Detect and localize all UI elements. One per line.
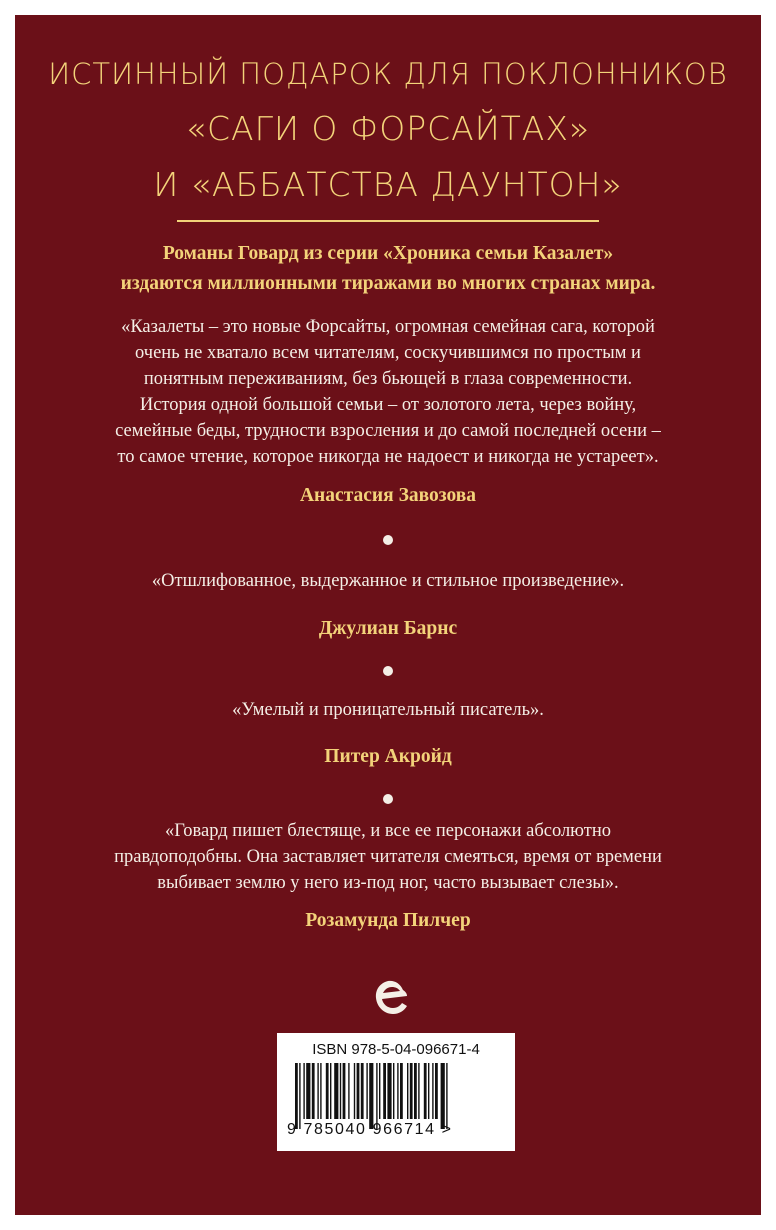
barcode-bar bbox=[334, 1063, 338, 1119]
quote-3-line-1: «Умелый и проницательный писатель». bbox=[232, 700, 544, 720]
headline-line-2: «САГИ О ФОРСАЙТАХ» bbox=[185, 109, 591, 148]
barcode-bar bbox=[295, 1063, 298, 1129]
barcode-bar bbox=[348, 1063, 349, 1119]
barcode-bar bbox=[407, 1063, 408, 1119]
barcode-panel bbox=[277, 1033, 515, 1151]
barcode-bar bbox=[428, 1063, 429, 1119]
barcode-bar bbox=[435, 1063, 438, 1119]
barcode-bar bbox=[369, 1063, 373, 1129]
quote-4-line-3: выбивает землю у него из-под ног, часто вызывает слезы». bbox=[157, 873, 619, 893]
headline-line-1: ИСТИННЫЙ ПОДАРОК ДЛЯ ПОКЛОННИКОВ bbox=[48, 57, 728, 91]
barcode-bar bbox=[410, 1063, 413, 1119]
intro-line-2: издаются миллионными тиражами во многих странах мира. bbox=[120, 273, 656, 294]
quote-1-author: Анастасия Завозова bbox=[299, 485, 477, 506]
barcode-bar bbox=[397, 1063, 398, 1119]
barcode-bar bbox=[432, 1063, 433, 1119]
barcode-bar bbox=[414, 1063, 417, 1119]
barcode-bar bbox=[379, 1063, 380, 1119]
barcode-bar bbox=[418, 1063, 419, 1119]
book-back-cover bbox=[15, 15, 761, 1215]
quote-1-line-3: понятным переживаниям, без бьющей в глаза современности. bbox=[143, 369, 633, 389]
barcode-bar bbox=[446, 1063, 447, 1129]
barcode-bar bbox=[330, 1063, 331, 1119]
barcode-bar bbox=[320, 1063, 321, 1119]
barcode-bar bbox=[366, 1063, 367, 1119]
quote-2-line-1: «Отшлифованное, выдержанное и стильное произведение». bbox=[151, 571, 625, 591]
headline-line-3: И «АББАТСТВА ДАУНТОН» bbox=[153, 165, 623, 204]
barcode-bar bbox=[357, 1063, 360, 1119]
quote-1-line-5: семейные беды, трудности взросления и до самой последней осени – bbox=[115, 421, 661, 441]
barcode-bar bbox=[306, 1063, 310, 1119]
barcode-bar bbox=[317, 1063, 318, 1119]
barcode-bar bbox=[299, 1063, 300, 1129]
separator-dot bbox=[383, 535, 393, 545]
barcode-bar bbox=[340, 1063, 341, 1119]
barcode-bar bbox=[312, 1063, 315, 1119]
quote-4-line-1: «Говард пишет блестяще, и все ее персонажи абсолютно bbox=[164, 821, 611, 841]
barcode-bar bbox=[387, 1063, 391, 1119]
barcode-bar bbox=[400, 1063, 403, 1119]
barcode-bar bbox=[303, 1063, 304, 1119]
isbn-label: ISBN 978-5-04-096671-4 bbox=[312, 1041, 480, 1058]
headline-divider bbox=[177, 220, 599, 222]
separator-dot bbox=[383, 794, 393, 804]
separator-dot bbox=[383, 666, 393, 676]
quote-4-line-2: правдоподобны. Она заставляет читателя смеяться, время от времени bbox=[114, 847, 662, 867]
quote-1-line-4: История одной большой семьи – от золотого лета, через войну, bbox=[139, 395, 637, 415]
barcode-bar bbox=[383, 1063, 386, 1119]
barcode-bar bbox=[393, 1063, 394, 1119]
barcode-bar bbox=[354, 1063, 355, 1119]
quote-3-author: Питер Акройд bbox=[324, 746, 452, 767]
quote-1-line-2: очень не хватало всем читателям, соскучившимся по простым и bbox=[135, 343, 641, 363]
publisher-logo-icon bbox=[369, 975, 415, 1021]
barcode-bar bbox=[424, 1063, 427, 1119]
quote-4-author: Розамунда Пилчер bbox=[305, 910, 471, 931]
intro-line-1: Романы Говард из серии «Хроника семьи Казалет» bbox=[162, 243, 614, 264]
quote-1-line-6: то самое чтение, которое никогда не надоест и никогда не устареет». bbox=[117, 447, 659, 467]
quote-1-line-1: «Казалеты – это новые Форсайты, огромная семейная сага, которой bbox=[121, 317, 655, 337]
barcode-bar bbox=[441, 1063, 445, 1129]
barcode-bar bbox=[376, 1063, 377, 1129]
barcode-digits: 9 785040 966714 > bbox=[287, 1121, 453, 1138]
barcode-bar bbox=[326, 1063, 329, 1119]
quote-2-author: Джулиан Барнс bbox=[318, 618, 458, 639]
barcode-bar bbox=[361, 1063, 364, 1119]
barcode-bar bbox=[343, 1063, 346, 1119]
